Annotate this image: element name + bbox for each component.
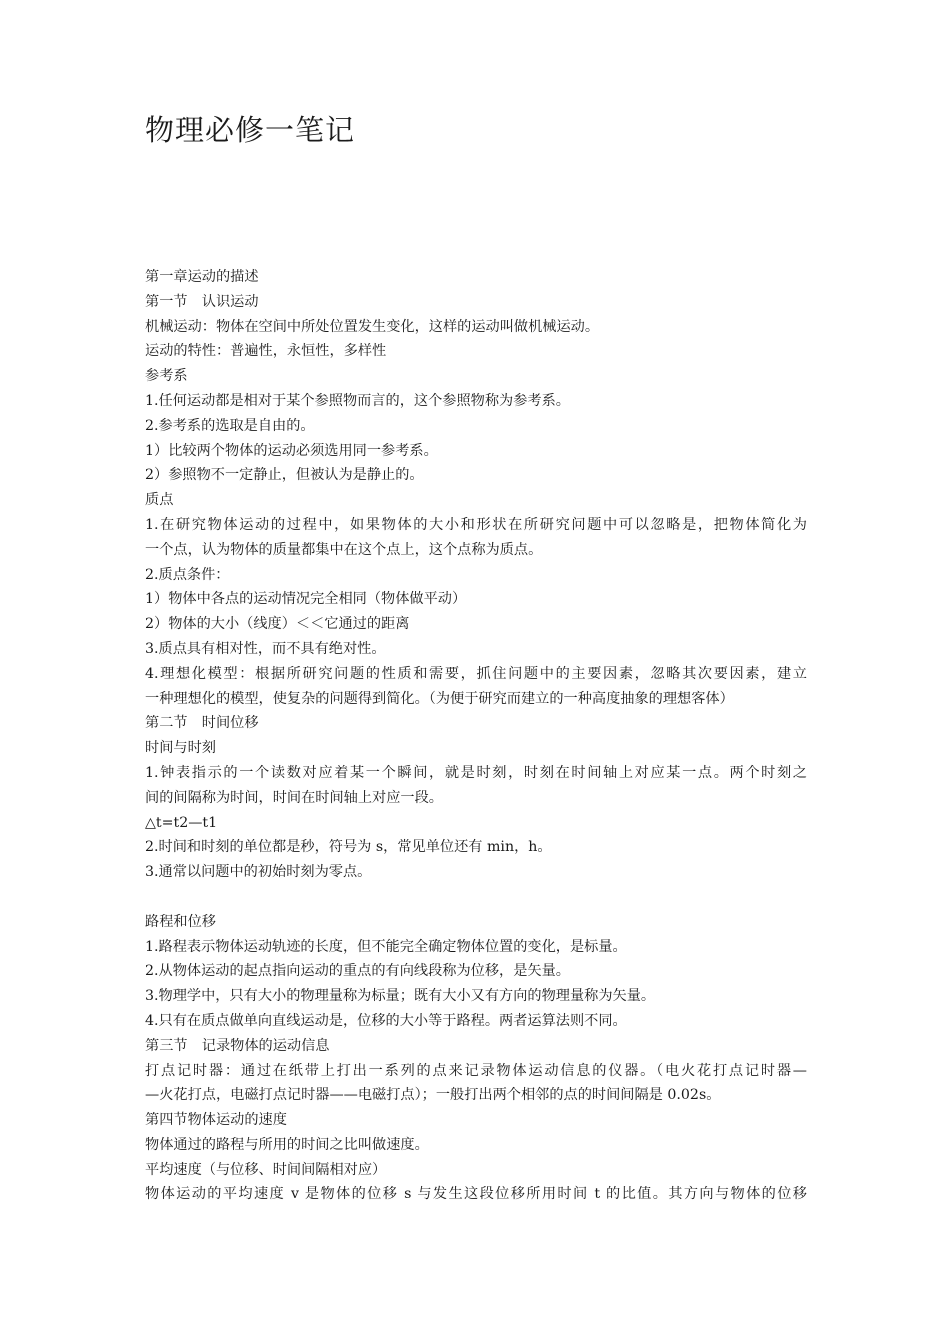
text-line: 1.钟表指示的一个读数对应着某一个瞬间，就是时刻，时刻在时间轴上对应某一点。两个时刻之 [145,764,807,781]
section-heading: 第一节 认识运动 [145,293,259,310]
text-line: 一个点，认为物体的质量都集中在这个点上，这个点称为质点。 [145,541,543,558]
subheading: 路程和位移 [145,913,216,930]
text-line: 4.理想化模型：根据所研究问题的性质和需要，抓住问题中的主要因素，忽略其次要因素，建立 [145,665,807,682]
section-heading: 第二节 时间位移 [145,715,259,732]
text-line: 运动的特性：普遍性，永恒性，多样性 [145,343,387,360]
text-line: 3.通常以问题中的初始时刻为零点。 [145,864,372,881]
section-heading: 第三节 记录物体的运动信息 [145,1037,330,1054]
document-title: 物理必修一笔记 [145,113,356,147]
subheading: 质点 [145,492,174,509]
text-line: 4.只有在质点做单向直线运动是，位移的大小等于路程。两者运算法则不同。 [145,1012,627,1029]
subheading: 参考系 [145,368,188,385]
text-line: 间的间隔称为时间，时间在时间轴上对应一段。 [145,789,443,806]
text-line: 3.质点具有相对性，而不具有绝对性。 [145,640,386,657]
text-line: 1.路程表示物体运动轨迹的长度，但不能完全确定物体位置的变化，是标量。 [145,938,627,955]
subheading: 平均速度（与位移、时间间隔相对应） [145,1161,387,1178]
subheading: 时间与时刻 [145,740,216,757]
text-line: 1.任何运动都是相对于某个参照物而言的，这个参照物称为参考系。 [145,392,570,409]
text-line: 2.质点条件： [145,566,230,583]
text-line: 2.从物体运动的起点指向运动的重点的有向线段称为位移，是矢量。 [145,963,570,980]
chapter-heading: 第一章运动的描述 [145,269,259,285]
text-line: 1.在研究物体运动的过程中，如果物体的大小和形状在所研究问题中可以忽略是，把物体简化为 [145,516,807,533]
text-line: 3.物理学中，只有大小的物理量称为标量；既有大小又有方向的物理量称为矢量。 [145,988,656,1005]
blank-line [145,885,807,910]
text-line: —火花打点，电磁打点记时器——电磁打点）；一般打出两个相邻的点的时间间隔是 0.02s。 [145,1087,721,1104]
formula-line: △t=t2—t1 [145,814,218,831]
text-line: 1）比较两个物体的运动必须选用同一参考系。 [145,442,438,459]
text-line: 打点记时器：通过在纸带上打出一系列的点来记录物体运动信息的仪器。（电火花打点记时器— [145,1062,807,1079]
text-line: 物体运动的平均速度 v 是物体的位移 s 与发生这段位移所用时间 t 的比值。其方向与物体的位移 [145,1186,807,1203]
text-line: 2.参考系的选取是自由的。 [145,417,315,434]
text-line: 1）物体中各点的运动情况完全相同（物体做平动） [145,591,467,608]
section-heading: 第四节物体运动的速度 [145,1112,287,1129]
text-line: 机械运动：物体在空间中所处位置发生变化，这样的运动叫做机械运动。 [145,318,600,335]
text-line: 2）物体的大小（线度）＜＜它通过的距离 [145,616,410,633]
text-line: 2.时间和时刻的单位都是秒，符号为 s，常见单位还有 min，h。 [145,839,552,856]
text-line: 2）参照物不一定静止，但被认为是静止的。 [145,467,424,484]
text-line: 物体通过的路程与所用的时间之比叫做速度。 [145,1136,429,1153]
text-line: 一种理想化的模型，使复杂的问题得到简化。（为便于研究而建立的一种高度抽象的理想客体） [145,690,734,707]
document-body [145,265,807,1207]
